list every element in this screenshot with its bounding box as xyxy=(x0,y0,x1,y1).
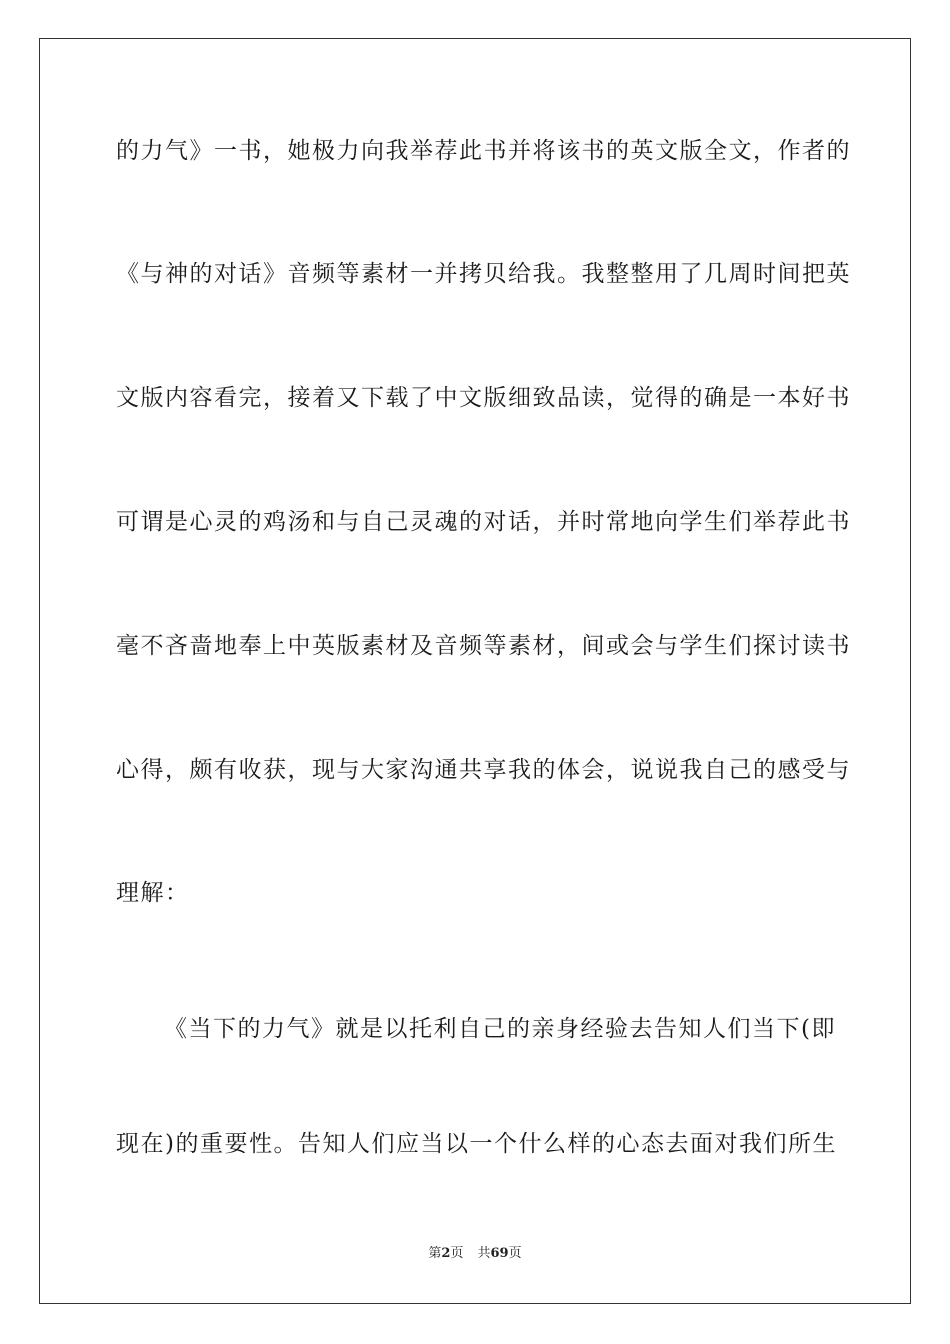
text-line-4: 可谓是心灵的鸡汤和与自己灵魂的对话，并时常地向学生们举荐此书 xyxy=(116,509,851,535)
total-prefix: 共 xyxy=(477,1246,491,1261)
text-line-1: 的力气》一书，她极力向我举荐此书并将该书的英文版全文，作者的 xyxy=(116,138,851,164)
page-prefix: 第 xyxy=(428,1246,442,1261)
text-line-7: 理解： xyxy=(116,880,190,906)
text-line-3: 文版内容看完，接着又下载了中文版细致品读，觉得的确是一本好书 xyxy=(116,385,851,411)
text-line-5: 毫不吝啬地奉上中英版素材及音频等素材，间或会与学生们探讨读书 xyxy=(116,633,851,659)
total-suffix: 页 xyxy=(508,1246,522,1261)
page-border xyxy=(39,38,911,1304)
page-footer xyxy=(0,1244,950,1264)
page-number: 2 xyxy=(441,1246,451,1261)
text-line-9: 现在)的重要性。告知人们应当以一个什么样的心态去面对我们所生 xyxy=(116,1131,837,1157)
text-line-8: 《当下的力气》就是以托利自己的亲身经验去告知人们当下(即 xyxy=(164,1016,836,1042)
text-line-2: 《与神的对话》音频等素材一并拷贝给我。我整整用了几周时间把英 xyxy=(116,261,851,287)
page-suffix: 页 xyxy=(450,1246,464,1261)
text-line-6: 心得，颇有收获，现与大家沟通共享我的体会，说说我自己的感受与 xyxy=(116,757,851,783)
total-pages: 69 xyxy=(490,1246,509,1261)
